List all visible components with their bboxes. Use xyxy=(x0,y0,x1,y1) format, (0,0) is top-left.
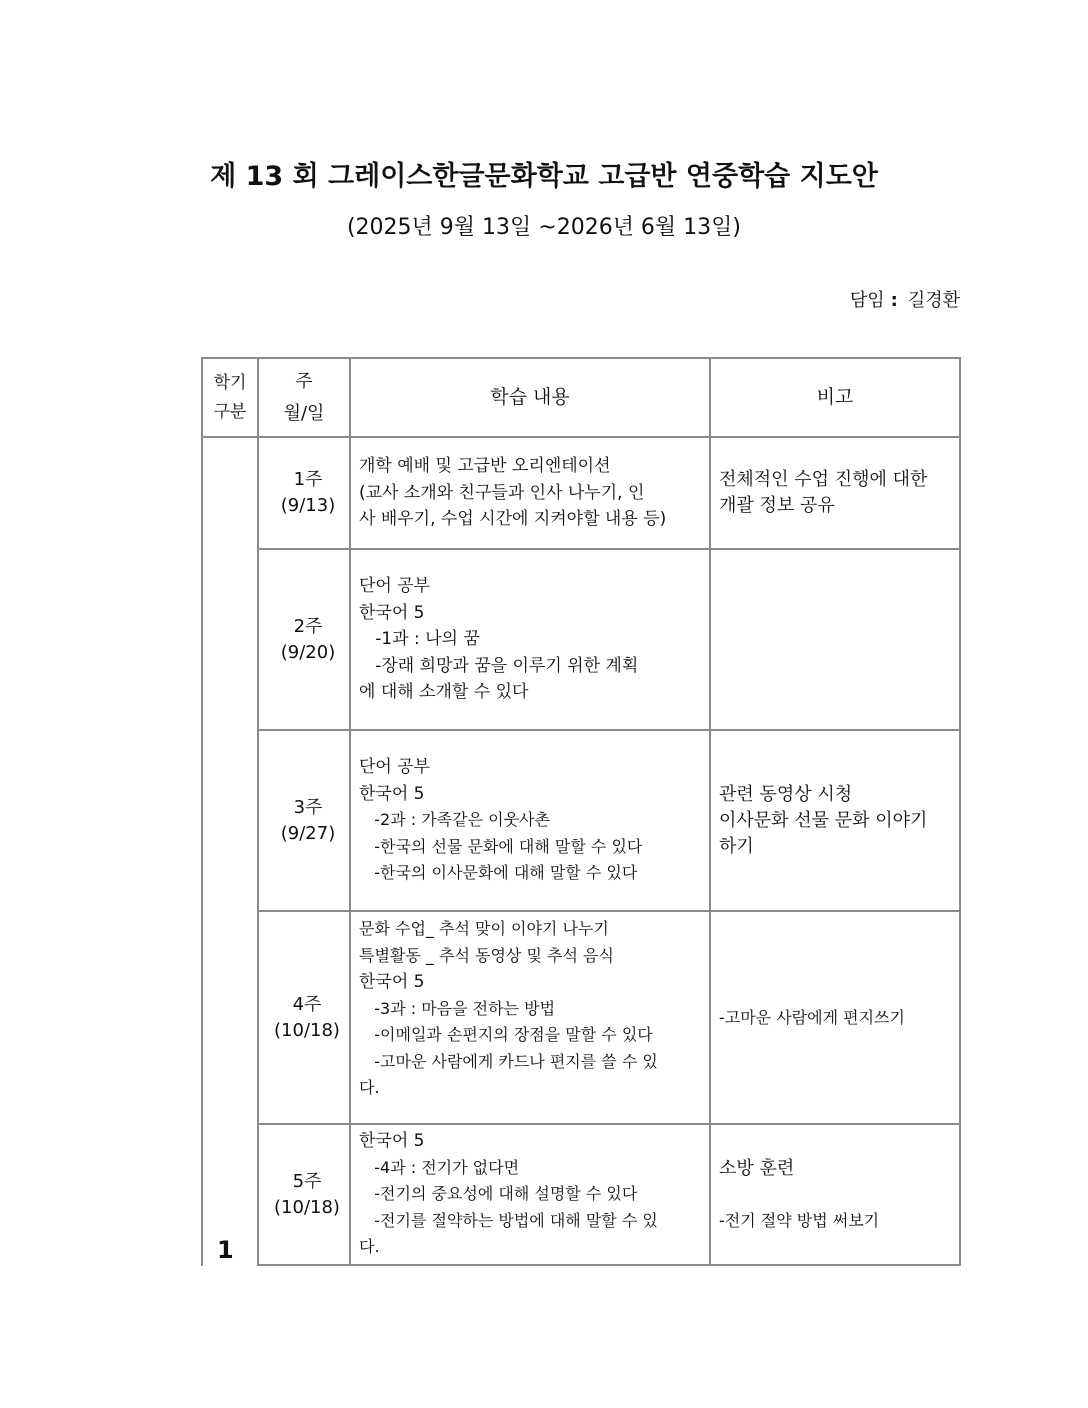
week-label: 3주 xyxy=(293,796,323,818)
content-line: 한국어 5 xyxy=(359,602,425,623)
note-cell xyxy=(711,1125,959,1264)
content-line: 단어 공부 xyxy=(359,576,431,597)
content-line: 한국어 5 xyxy=(359,783,425,804)
content-line: 에 대해 소개할 수 있다 xyxy=(359,682,529,703)
teacher-name: 길경환 xyxy=(907,290,960,311)
week-date: (10/18) xyxy=(274,1019,340,1041)
content-line: 특별활동 _ 추석 동영상 및 추석 음식 xyxy=(359,945,614,965)
content-line: (교사 소개와 친구들과 인사 나누기, 인 xyxy=(359,482,645,503)
week-label: 4주 xyxy=(292,993,322,1015)
header-semester xyxy=(203,359,257,436)
week-label: 2주 xyxy=(293,615,323,637)
content-line: -전기의 중요성에 대해 설명할 수 있다 xyxy=(359,1184,638,1204)
header-week-line1: 주 xyxy=(295,370,313,392)
content-line: -4과 : 전기가 없다면 xyxy=(359,1157,520,1177)
note-line: 전체적인 수업 진행에 대한 xyxy=(719,469,928,490)
week-cell xyxy=(259,912,349,1123)
content-line: -장래 희망과 꿈을 이루기 위한 계획 xyxy=(359,655,639,676)
content-line: -2과 : 가족같은 이웃사촌 xyxy=(359,810,550,830)
row-divider xyxy=(257,1264,961,1266)
content-cell xyxy=(351,731,709,910)
note-line: -고마운 사람에게 편지쓰기 xyxy=(719,1007,905,1027)
document-title: 제 13 회 그레이스한글문화학교 고급반 연중학습 지도안 xyxy=(210,161,878,192)
note-cell xyxy=(711,438,959,548)
header-week-line2: 월/일 xyxy=(283,402,325,424)
note-line: 개괄 정보 공유 xyxy=(719,495,835,516)
content-line: 한국어 5 xyxy=(359,1131,425,1152)
header-content xyxy=(351,359,709,436)
content-line: 개학 예배 및 고급반 오리엔테이션 xyxy=(359,456,611,477)
header-semester-line2: 구분 xyxy=(213,401,247,422)
teacher-label: 담임 xyxy=(849,290,885,311)
content-line: -1과 : 나의 꿈 xyxy=(359,629,480,650)
content-cell xyxy=(351,912,709,1123)
header-note xyxy=(711,359,959,436)
teacher-colon: : xyxy=(890,290,898,311)
note-line: -전기 절약 방법 써보기 xyxy=(719,1210,880,1230)
content-line: 문화 수업_ 추석 맞이 이야기 나누기 xyxy=(359,919,609,938)
document-subtitle: (2025년 9월 13일 ~2026년 6월 13일) xyxy=(346,215,742,240)
note-line: 관련 동영상 시청 xyxy=(719,783,853,805)
week-date: (9/20) xyxy=(280,641,336,663)
content-line: -전기를 절약하는 방법에 대해 말할 수 있 xyxy=(359,1210,658,1230)
content-line: 다. xyxy=(359,1078,380,1097)
note-cell xyxy=(711,731,959,910)
content-line: 한국어 5 xyxy=(359,972,425,992)
header-content-label: 학습 내용 xyxy=(490,386,570,409)
week-cell xyxy=(259,550,349,729)
week-cell xyxy=(259,1125,349,1264)
note-cell xyxy=(711,912,959,1123)
note-cell xyxy=(711,550,959,729)
content-cell xyxy=(351,1125,709,1264)
week-label: 1주 xyxy=(293,469,323,490)
content-cell xyxy=(351,550,709,729)
week-date: (10/18) xyxy=(274,1196,340,1218)
table-border-left xyxy=(201,357,203,1266)
content-line: -한국의 이사문화에 대해 말할 수 있다 xyxy=(359,863,638,883)
note-line: 이사문화 선물 문화 이야기 xyxy=(719,809,928,831)
content-line: -한국의 선물 문화에 대해 말할 수 있다 xyxy=(359,836,643,856)
week-cell xyxy=(259,731,349,910)
semester-number: 1 xyxy=(217,1236,234,1264)
content-line: 다. xyxy=(359,1237,380,1257)
content-line: -고마운 사람에게 카드나 편지를 쓸 수 있 xyxy=(359,1051,658,1071)
week-label: 5주 xyxy=(292,1170,322,1192)
header-semester-line1: 학기 xyxy=(213,372,247,393)
header-note-label: 비고 xyxy=(816,386,854,409)
content-cell xyxy=(351,438,709,548)
content-line: 단어 공부 xyxy=(359,757,431,778)
week-date: (9/27) xyxy=(280,822,336,844)
content-line: 사 배우기, 수업 시간에 지켜야할 내용 등) xyxy=(359,509,667,530)
table-border-right xyxy=(959,357,961,1266)
week-cell xyxy=(259,438,349,548)
header-week xyxy=(259,359,349,436)
note-line xyxy=(719,1182,951,1208)
note-line: 하기 xyxy=(719,835,754,857)
content-line: -3과 : 마음을 전하는 방법 xyxy=(359,998,556,1018)
week-date: (9/13) xyxy=(280,495,336,516)
note-line: 소방 훈련 xyxy=(719,1157,795,1179)
content-line: -이메일과 손편지의 장점을 말할 수 있다 xyxy=(359,1025,653,1044)
